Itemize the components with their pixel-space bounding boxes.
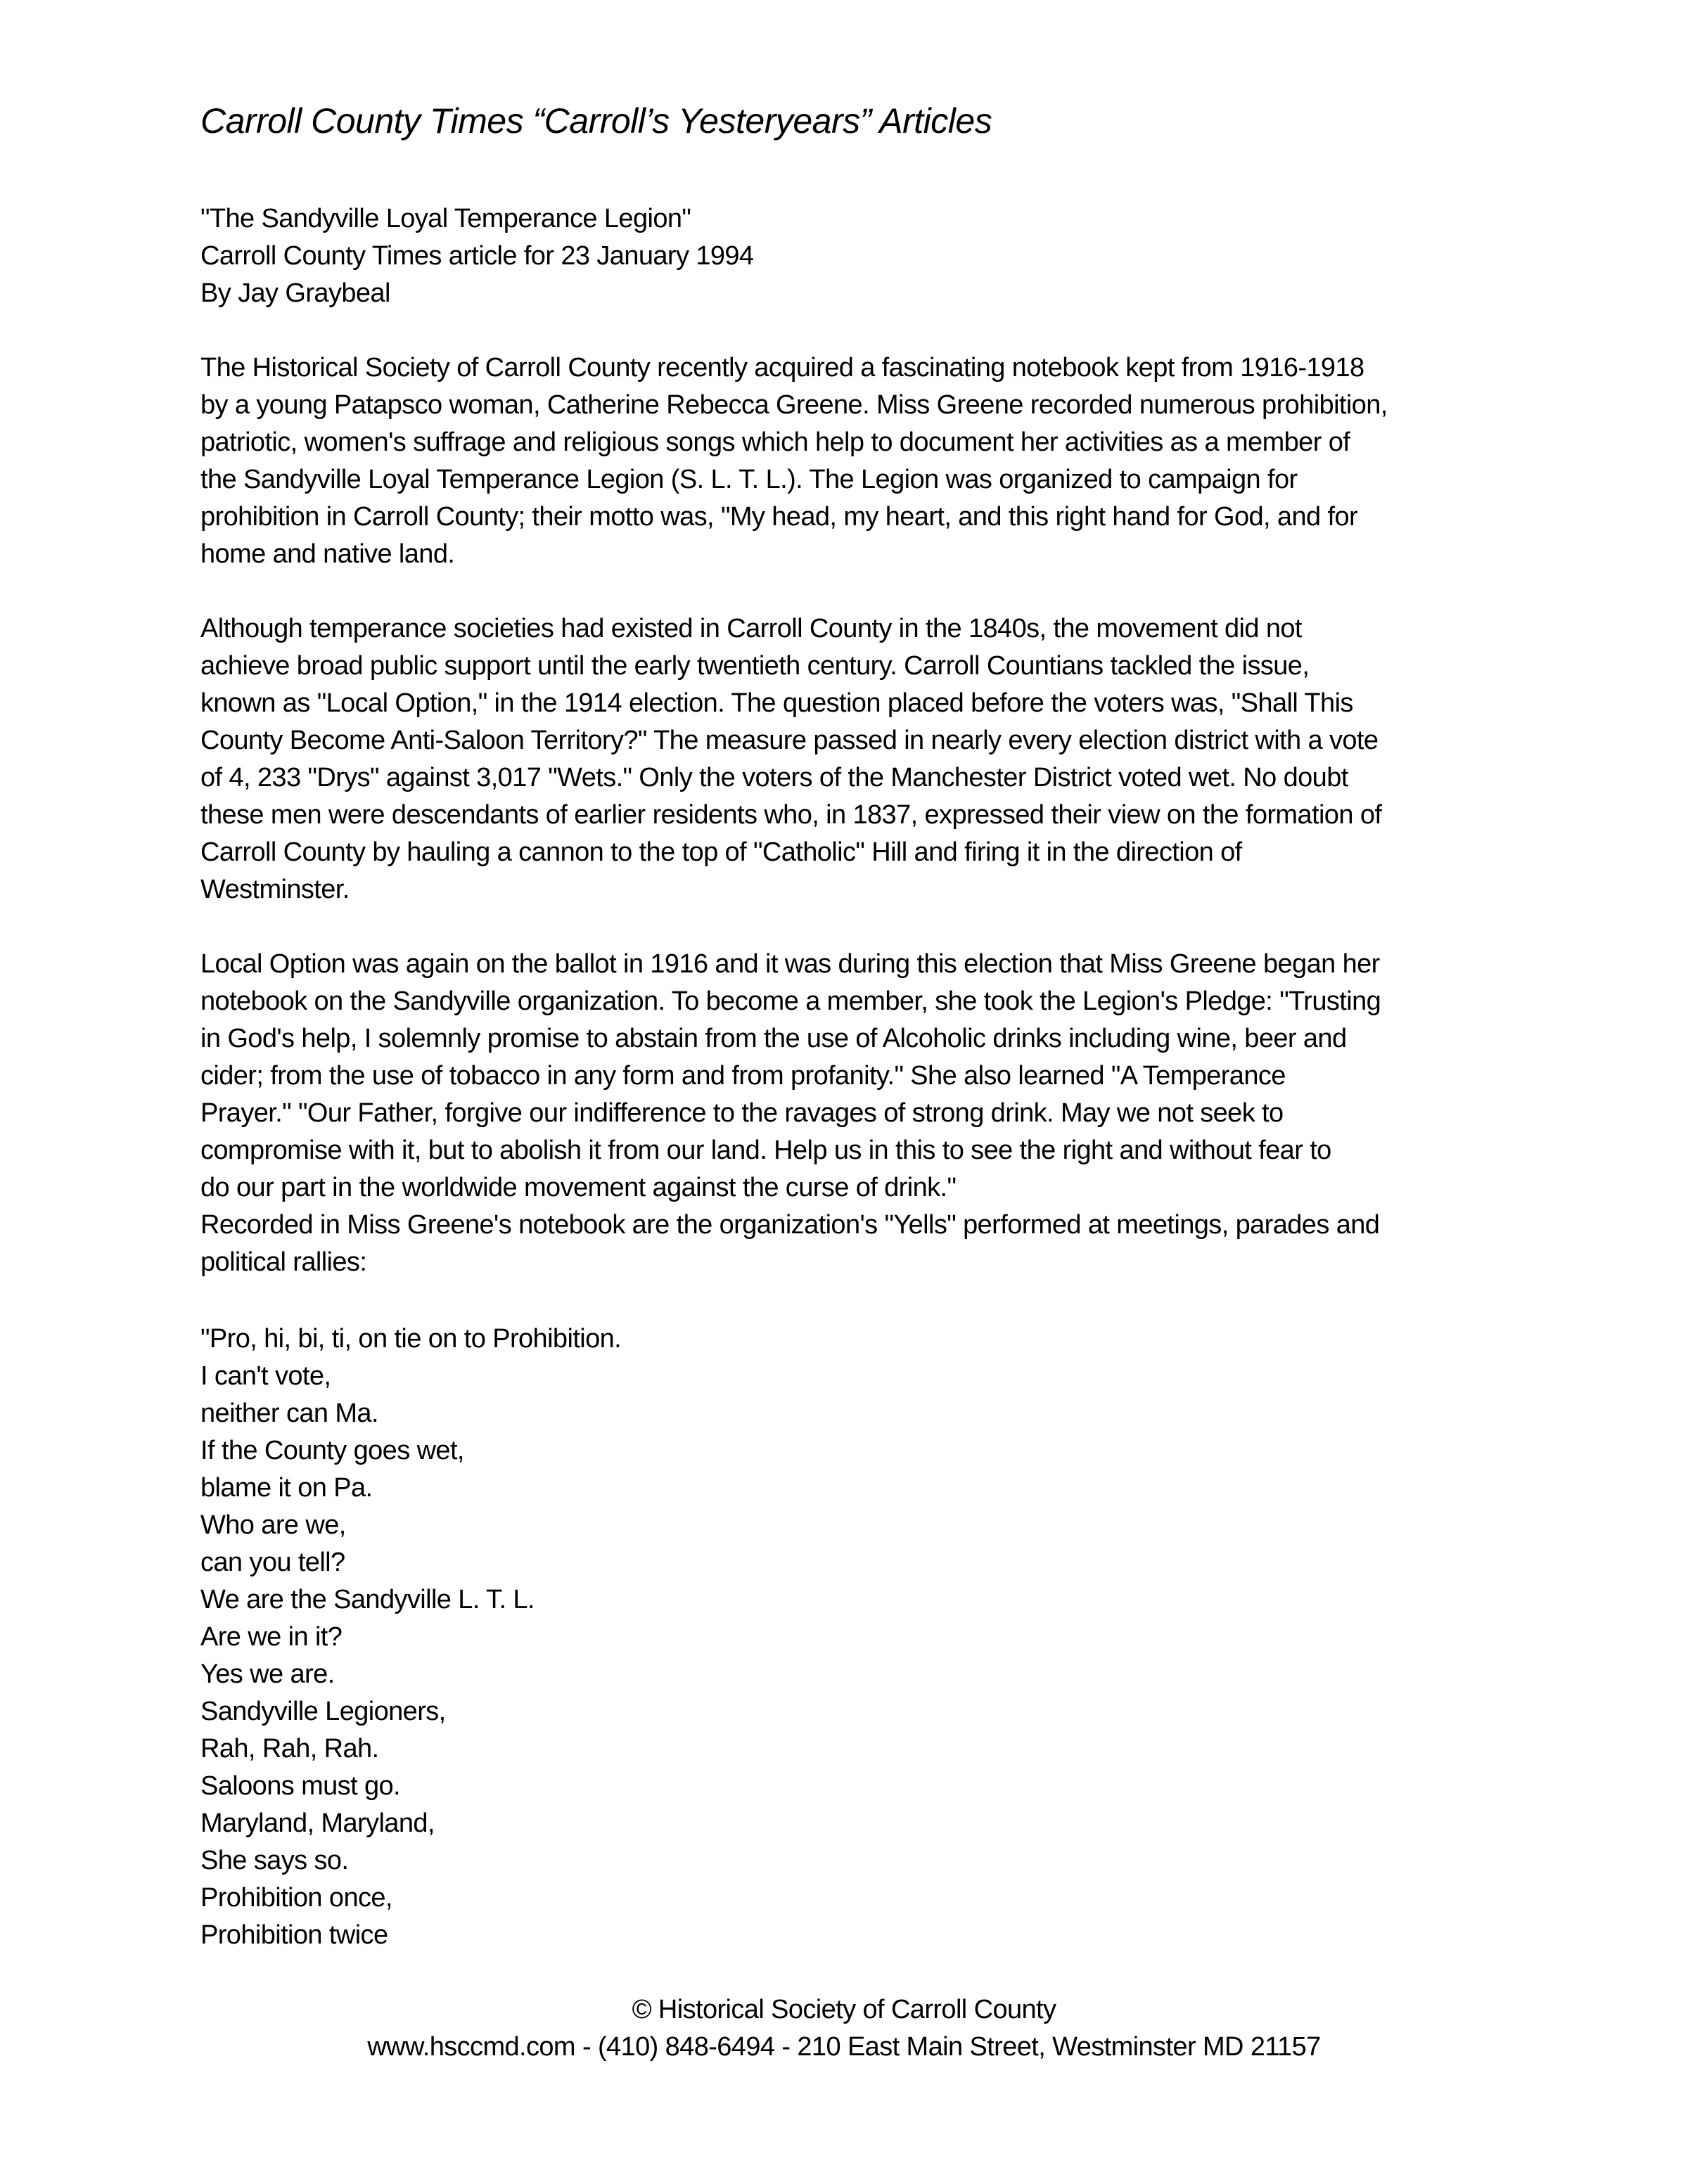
yell-poem (200, 1321, 1523, 1954)
poem-line: Sandyville Legioners, (200, 1697, 446, 1726)
text-line: cider; from the use of tobacco in any form and from profanity." She also learned "A Temperance (200, 1061, 1286, 1091)
poem-line: neither can Ma. (200, 1399, 378, 1428)
paragraph-3 (200, 946, 1523, 1281)
poem-line: blame it on Pa. (200, 1473, 373, 1503)
text-line: notebook on the Sandyville organization. To become a member, she took the Legion's Pledge: "Trusting (200, 987, 1381, 1016)
footer-copyright: © Historical Society of Carroll County (632, 1995, 1056, 2024)
text-line: Local Option was again on the ballot in 1916 and it was during this election that Miss Greene began her (200, 949, 1380, 979)
text-line: Carroll County by hauling a cannon to the top of "Catholic" Hill and firing it in the direction of (200, 837, 1242, 867)
poem-line: I can't vote, (200, 1361, 331, 1391)
text-line: prohibition in Carroll County; their motto was, "My head, my heart, and this right hand for God, and for (200, 502, 1358, 532)
publication-line: Carroll County Times article for 23 January 1994 (200, 241, 754, 271)
poem-line: Yes we are. (200, 1659, 335, 1689)
poem-line: Who are we, (200, 1510, 346, 1540)
text-line: by a young Patapsco woman, Catherine Rebecca Greene. Miss Greene recorded numerous prohibition, (200, 390, 1388, 420)
text-line: Westminster. (200, 875, 350, 904)
footer-contact: www.hsccmd.com - (410) 848-6494 - 210 East Main Street, Westminster MD 21157 (367, 2032, 1321, 2062)
text-line: patriotic, women's suffrage and religious songs which help to document her activities as a member of (200, 428, 1350, 457)
poem-line: She says so. (200, 1846, 349, 1875)
text-line: Although temperance societies had existed in Carroll County in the 1840s, the movement did not (200, 614, 1302, 643)
text-line: of 4, 233 "Drys" against 3,017 "Wets." Only the voters of the Manchester District voted wet. No doubt (200, 763, 1348, 792)
poem-line: If the County goes wet, (200, 1436, 464, 1465)
page-footer (0, 1991, 1688, 2066)
paragraph-2 (200, 610, 1523, 908)
text-line: political rallies: (200, 1247, 367, 1277)
page-title: Carroll County Times “Carroll’s Yesteryears” Articles (200, 101, 992, 141)
poem-line: Maryland, Maryland, (200, 1809, 435, 1838)
text-line: The Historical Society of Carroll County recently acquired a fascinating notebook kept from 1916-1918 (200, 353, 1364, 383)
text-line: achieve broad public support until the early twentieth century. Carroll Countians tackled the issue, (200, 651, 1310, 681)
text-line: Recorded in Miss Greene's notebook are the organization's "Yells" performed at meetings, parades and (200, 1210, 1380, 1240)
paragraph-1 (200, 349, 1523, 573)
poem-line: Rah, Rah, Rah. (200, 1734, 379, 1764)
poem-line: Are we in it? (200, 1622, 343, 1652)
text-line: compromise with it, but to abolish it from our land. Help us in this to see the right and without fear to (200, 1136, 1331, 1165)
poem-line: "Pro, hi, bi, ti, on tie on to Prohibition. (200, 1324, 622, 1354)
poem-line: Prohibition once, (200, 1883, 392, 1913)
poem-line: Saloons must go. (200, 1771, 401, 1801)
poem-line: We are the Sandyville L. T. L. (200, 1585, 535, 1614)
byline: By Jay Graybeal (200, 278, 390, 308)
article-header (200, 200, 1523, 312)
text-line: the Sandyville Loyal Temperance Legion (S. L. T. L.). The Legion was organized to campaign for (200, 465, 1298, 494)
poem-line: can you tell? (200, 1548, 345, 1577)
poem-line: Prohibition twice (200, 1920, 388, 1950)
text-line: these men were descendants of earlier residents who, in 1837, expressed their view on the formation of (200, 800, 1382, 830)
text-line: home and native land. (200, 539, 455, 569)
text-line: do our part in the worldwide movement against the curse of drink." (200, 1173, 957, 1202)
text-line: Prayer." "Our Father, forgive our indifference to the ravages of strong drink. May we not seek to (200, 1098, 1284, 1128)
text-line: in God's help, I solemnly promise to abstain from the use of Alcoholic drinks including wine, beer and (200, 1024, 1347, 1053)
text-line: County Become Anti-Saloon Territory?" The measure passed in nearly every election district with a vote (200, 726, 1379, 755)
article-headline: "The Sandyville Loyal Temperance Legion" (200, 204, 691, 233)
text-line: known as "Local Option," in the 1914 election. The question placed before the voters was, "Shall This (200, 688, 1353, 718)
